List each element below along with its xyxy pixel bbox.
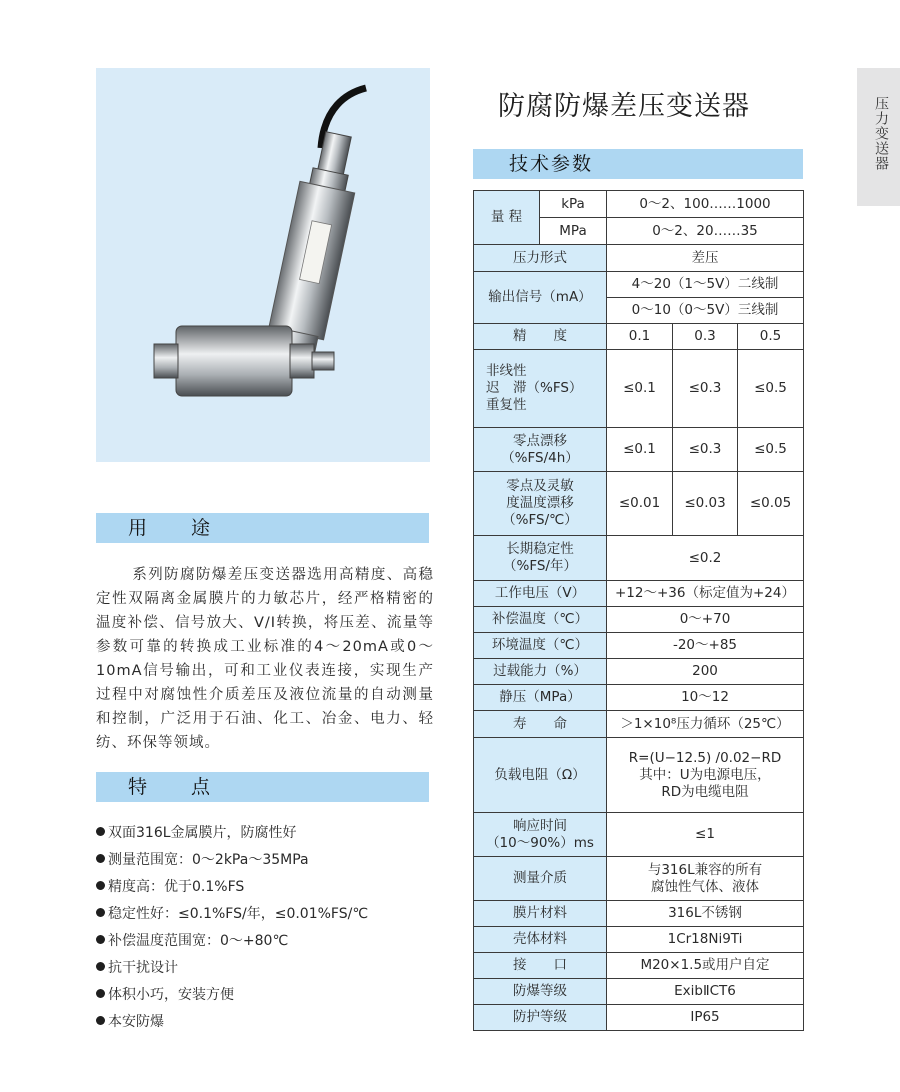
feature-item: 测量范围宽：0～2kPa～35MPa: [96, 849, 431, 876]
table-row: [474, 927, 804, 953]
table-row: [474, 953, 804, 979]
linearity-value: ≤0.1: [607, 350, 673, 428]
table-row: [474, 581, 804, 607]
tech-params-heading-text: 技术参数: [509, 153, 594, 175]
interface-value: M20×1.5或用户自定: [607, 953, 804, 979]
overload-value: 200: [607, 659, 804, 685]
feature-item: 补偿温度范围宽：0～+80℃: [96, 930, 431, 957]
usage-text: 系列防腐防爆差压变送器选用高精度、高稳定性双隔离金属膜片的力敏芯片，经严格精密的温度补偿、信号放大、V/I转换，将压差、流量等参数可靠的转换成工业标准的4～20mA或0～10mA信号输出，可和工业仪表连接，实现生产过程中对腐蚀性介质差压及液位流量的自动测量和控制，广泛用于石油、化工、冶金、电力、轻纺、环保等领域。: [96, 567, 434, 751]
table-row: [474, 350, 804, 428]
comp-temp-label: 补偿温度（℃）: [474, 607, 607, 633]
feature-item: 抗干扰设计: [96, 957, 431, 984]
voltage-value: +12～+36（标定值为+24）: [607, 581, 804, 607]
table-row: [474, 979, 804, 1005]
zero-drift-value: ≤0.5: [738, 428, 804, 472]
load-resistance-label: 负载电阻（Ω）: [474, 738, 607, 813]
range-unit: MPa: [540, 218, 607, 245]
table-row: [474, 245, 804, 272]
bullet-icon: [96, 962, 105, 971]
explosion-proof-label: 防爆等级: [474, 979, 607, 1005]
tech-params-heading: [473, 149, 803, 179]
usage-heading: [96, 513, 429, 543]
table-row: [474, 857, 804, 901]
features-list: [96, 822, 431, 1038]
category-side-tab: [857, 68, 900, 206]
accuracy-value: 0.1: [607, 324, 673, 350]
medium-value: 与316L兼容的所有 腐蚀性气体、液体: [607, 857, 804, 901]
stability-label: 长期稳定性 （%FS/年）: [474, 536, 607, 581]
pressure-form-label: 压力形式: [474, 245, 607, 272]
accuracy-value: 0.3: [673, 324, 738, 350]
range-label: 量 程: [474, 191, 540, 245]
lifetime-value: ＞1×10⁸压力循环（25℃）: [607, 711, 804, 738]
response-time-value: ≤1: [607, 813, 804, 857]
table-row: [474, 633, 804, 659]
temp-drift-value: ≤0.01: [607, 472, 673, 536]
output-value: 4～20（1～5V）二线制: [607, 272, 804, 298]
table-row: [474, 738, 804, 813]
bullet-icon: [96, 1016, 105, 1025]
feature-item: 本安防爆: [96, 1011, 431, 1038]
table-row: [474, 272, 804, 298]
medium-label: 测量介质: [474, 857, 607, 901]
range-value: 0～2、20……35: [607, 218, 804, 245]
zero-drift-label: 零点漂移 （%FS/4h）: [474, 428, 607, 472]
table-row: [474, 813, 804, 857]
static-pressure-label: 静压（MPa）: [474, 685, 607, 711]
output-label: 输出信号（mA）: [474, 272, 607, 324]
bullet-icon: [96, 989, 105, 998]
static-pressure-value: 10～12: [607, 685, 804, 711]
table-row: [474, 659, 804, 685]
features-heading-text: 特点: [128, 776, 255, 798]
protection-grade-value: IP65: [607, 1005, 804, 1031]
ambient-temp-value: -20～+85: [607, 633, 804, 659]
diaphragm-material-value: 316L不锈钢: [607, 901, 804, 927]
comp-temp-value: 0～+70: [607, 607, 804, 633]
table-row: [474, 324, 804, 350]
feature-item: 稳定性好：≤0.1%FS/年，≤0.01%FS/℃: [96, 903, 431, 930]
bullet-icon: [96, 827, 105, 836]
usage-paragraph: [96, 563, 434, 755]
range-value: 0～2、100……1000: [607, 191, 804, 218]
page-title: 防腐防爆差压变送器: [498, 91, 750, 122]
features-heading: [96, 772, 429, 802]
housing-material-value: 1Cr18Ni9Ti: [607, 927, 804, 953]
diaphragm-material-label: 膜片材料: [474, 901, 607, 927]
product-photo: [96, 68, 430, 462]
usage-heading-text: 用途: [128, 517, 255, 539]
linearity-value: ≤0.5: [738, 350, 804, 428]
side-tab-label: 压力变送器: [873, 96, 889, 171]
spec-table: [473, 190, 804, 1031]
housing-material-label: 壳体材料: [474, 927, 607, 953]
table-row: [474, 472, 804, 536]
temp-drift-value: ≤0.03: [673, 472, 738, 536]
bullet-icon: [96, 881, 105, 890]
ambient-temp-label: 环境温度（℃）: [474, 633, 607, 659]
interface-label: 接 口: [474, 953, 607, 979]
stability-value: ≤0.2: [607, 536, 804, 581]
table-row: [474, 607, 804, 633]
feature-item: 双面316L金属膜片，防腐性好: [96, 822, 431, 849]
zero-drift-value: ≤0.3: [673, 428, 738, 472]
feature-item: 体积小巧，安装方便: [96, 984, 431, 1011]
zero-drift-value: ≤0.1: [607, 428, 673, 472]
table-row: [474, 685, 804, 711]
transmitter-illustration: [96, 68, 430, 462]
table-row: [474, 191, 804, 218]
accuracy-label: 精 度: [474, 324, 607, 350]
temp-drift-value: ≤0.05: [738, 472, 804, 536]
bullet-icon: [96, 854, 105, 863]
temp-drift-label: 零点及灵敏 度温度漂移 （%FS/℃）: [474, 472, 607, 536]
table-row: [474, 536, 804, 581]
output-value: 0～10（0～5V）三线制: [607, 298, 804, 324]
linearity-value: ≤0.3: [673, 350, 738, 428]
explosion-proof-value: ExibⅡCT6: [607, 979, 804, 1005]
lifetime-label: 寿 命: [474, 711, 607, 738]
bullet-icon: [96, 908, 105, 917]
protection-grade-label: 防护等级: [474, 1005, 607, 1031]
bullet-icon: [96, 935, 105, 944]
range-unit: kPa: [540, 191, 607, 218]
pressure-form-value: 差压: [607, 245, 804, 272]
overload-label: 过载能力（%）: [474, 659, 607, 685]
table-row: [474, 711, 804, 738]
table-row: [474, 901, 804, 927]
table-row: [474, 428, 804, 472]
response-time-label: 响应时间 （10～90%）ms: [474, 813, 607, 857]
table-row: [474, 1005, 804, 1031]
linearity-label: 非线性 迟 滞（%FS） 重复性: [474, 350, 607, 428]
feature-item: 精度高：优于0.1%FS: [96, 876, 431, 903]
load-resistance-value: R=(U−12.5) /0.02−RD 其中：U为电源电压， RD为电缆电阻: [607, 738, 804, 813]
voltage-label: 工作电压（V）: [474, 581, 607, 607]
accuracy-value: 0.5: [738, 324, 804, 350]
